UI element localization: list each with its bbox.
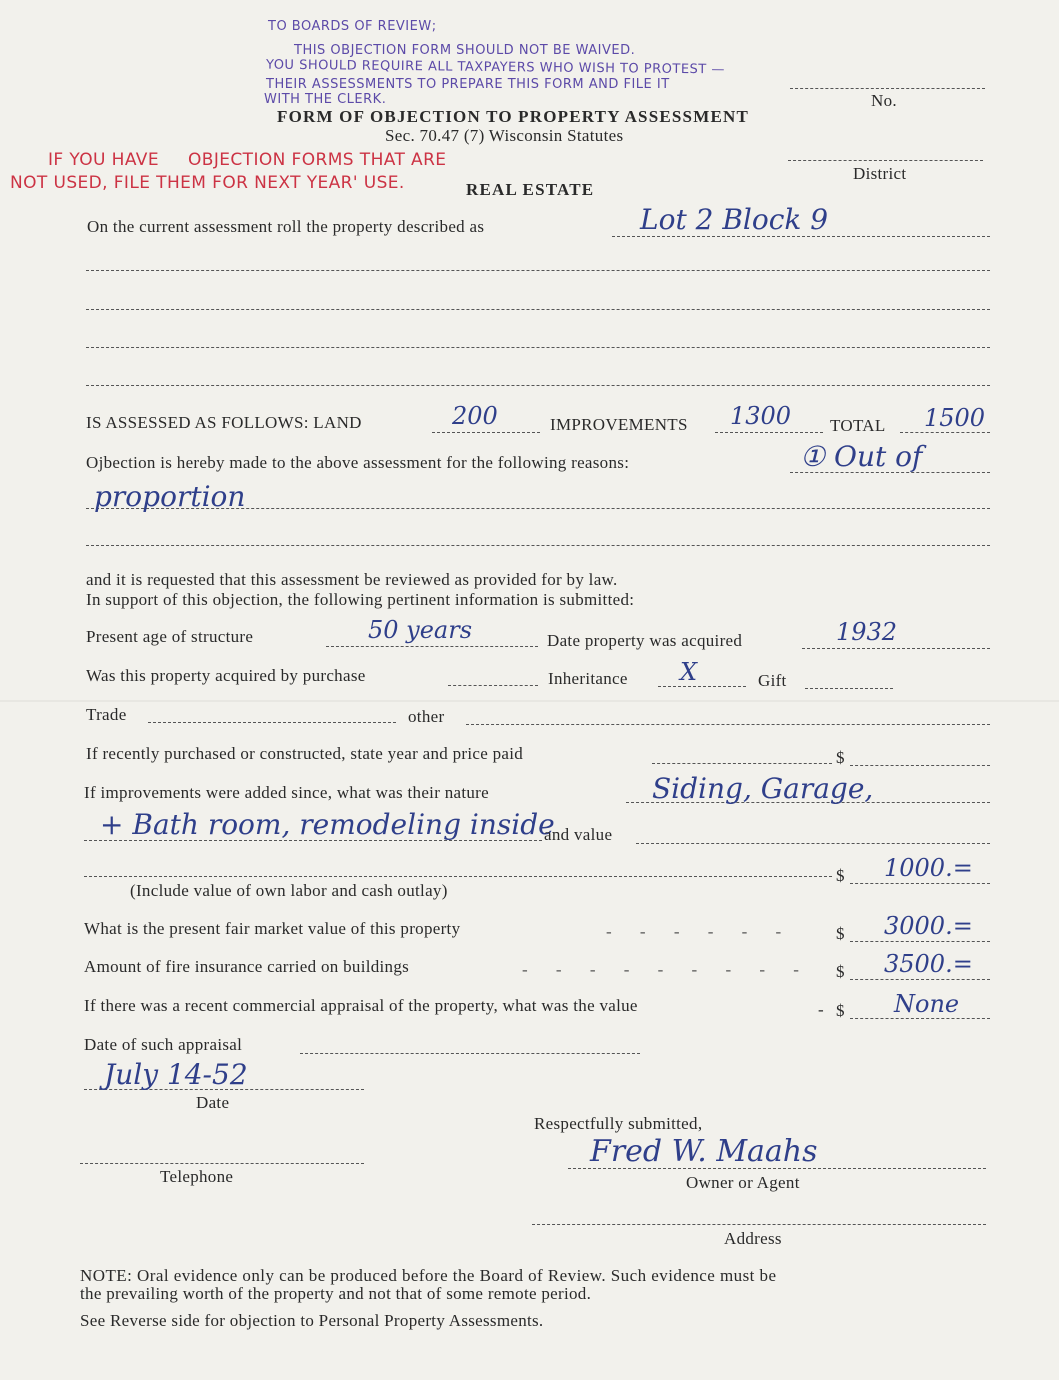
reverse-note: See Reverse side for objection to Personal Property Assessments. [80,1311,544,1330]
land-line [432,432,540,433]
total-value: 1500 [924,404,986,432]
note-line-2: the prevailing worth of the property and not that of some remote period. [80,1284,592,1303]
owner-label: Owner or Agent [686,1173,800,1192]
gift-label: Gift [758,671,787,690]
total-label: TOTAL [830,416,886,435]
improvements-nature-value-2: + Bath room, remodeling inside [100,808,555,841]
recent-amount-line [850,765,990,766]
market-dollar: $ [836,924,845,943]
improvements-nature-value-1: Siding, Garage, [652,772,874,805]
market-leader: - - - - - - [606,922,794,941]
number-line [790,88,985,89]
property-line-2 [86,270,990,271]
objection-reason-1: ① Out of [800,440,923,473]
improvements-value: 1300 [730,402,792,430]
inheritance-label: Inheritance [548,669,628,688]
telephone-line [80,1163,364,1164]
insurance-value: 3500.= [884,950,973,978]
insurance-amount-line [850,979,990,980]
improvements-amount-value: 1000.= [884,854,973,882]
property-line-5 [86,385,990,386]
property-value: Lot 2 Block 9 [640,203,829,236]
market-amount-line [850,941,990,942]
stamp-line-5: WITH THE CLERK. [264,92,387,107]
appraisal-label: If there was a recent commercial appraisal of the property, what was the value [84,996,638,1015]
appraisal-date-label: Date of such appraisal [84,1035,243,1054]
request-line-2: In support of this objection, the following pertinent information is submitted: [86,590,635,609]
stamp-line-4: THEIR ASSESSMENTS TO PREPARE THIS FORM AND FILE IT [266,77,670,92]
appraisal-amount-line [850,1018,990,1019]
gift-line [805,688,893,689]
trade-line [148,722,396,723]
acquired-label: Date property was acquired [547,631,743,650]
improvements-line-3 [84,876,832,877]
appraisal-leader: - [818,1000,824,1019]
improvements-nature-label: If improvements were added since, what was their nature [84,783,489,802]
insurance-leader: - - - - - - - - - [522,960,811,979]
objection-line-3 [86,545,990,546]
appraisal-value: None [894,990,960,1018]
red-stamp-line-1: IF YOU HAVE OBJECTION FORMS THAT ARE [48,150,447,170]
objection-reason-2: proportion [94,480,246,513]
appraisal-dollar: $ [836,1001,845,1020]
inheritance-value: X [680,658,698,686]
date-label: Date [196,1093,230,1112]
age-label: Present age of structure [86,627,254,646]
appraisal-date-line [300,1053,640,1054]
age-value: 50 years [368,616,473,644]
respectfully-submitted: Respectfully submitted, [534,1114,703,1133]
stamp-line-2: THIS OBJECTION FORM SHOULD NOT BE WAIVED. [294,43,636,58]
property-line [612,236,990,237]
section-title: REAL ESTATE [466,180,595,199]
inheritance-line [658,686,746,687]
statute-reference: Sec. 70.47 (7) Wisconsin Statutes [385,126,624,145]
other-label: other [408,707,445,726]
acquired-line [802,648,990,649]
value-line [636,843,990,844]
objection-label: Ojbection is hereby made to the above assessment for the following reasons: [86,453,630,472]
assessment-label: IS ASSESSED AS FOLLOWS: LAND [86,413,362,432]
signed-date: July 14-52 [104,1058,248,1091]
age-line [326,646,538,647]
market-value: 3000.= [884,912,973,940]
district-line [788,160,983,161]
district-label: District [853,164,907,183]
improvements-line [715,432,823,433]
address-line [532,1224,986,1225]
acquired-value: 1932 [836,618,898,646]
improvements-amount-line [850,883,990,884]
address-label: Address [724,1229,782,1248]
improvements-label: IMPROVEMENTS [550,415,688,434]
recent-label: If recently purchased or constructed, state year and price paid [86,744,524,763]
other-line [466,724,990,725]
owner-signature: Fred W. Maahs [590,1134,818,1169]
request-line-1: and it is requested that this assessment be reviewed as provided for by law. [86,570,618,589]
value-label: and value [544,825,613,844]
fold-line [0,700,1059,702]
property-line-3 [86,309,990,310]
recent-line [652,763,832,764]
total-line [900,432,990,433]
recent-dollar: $ [836,748,845,767]
purchase-line [448,685,538,686]
red-stamp-line-2: NOT USED, FILE THEM FOR NEXT YEAR' USE. [10,173,405,193]
property-line-4 [86,347,990,348]
stamp-line-1: TO BOARDS OF REVIEW; [268,19,437,34]
property-label: On the current assessment roll the property described as [87,217,485,236]
form-title: FORM OF OBJECTION TO PROPERTY ASSESSMENT [277,107,750,126]
include-note: (Include value of own labor and cash outlay) [130,881,448,900]
market-value-label: What is the present fair market value of this property [84,919,461,938]
land-value: 200 [452,402,498,430]
trade-label: Trade [86,705,127,724]
no-label: No. [871,91,897,110]
insurance-dollar: $ [836,962,845,981]
stamp-line-3: YOU SHOULD REQUIRE ALL TAXPAYERS WHO WISH TO PROTEST — [265,57,725,78]
telephone-label: Telephone [160,1167,234,1186]
purchase-label: Was this property acquired by purchase [86,666,366,685]
note-line-1: NOTE: Oral evidence only can be produced before the Board of Review. Such evidence must be [80,1266,777,1285]
insurance-label: Amount of fire insurance carried on buildings [84,957,410,976]
improvements-dollar: $ [836,866,845,885]
